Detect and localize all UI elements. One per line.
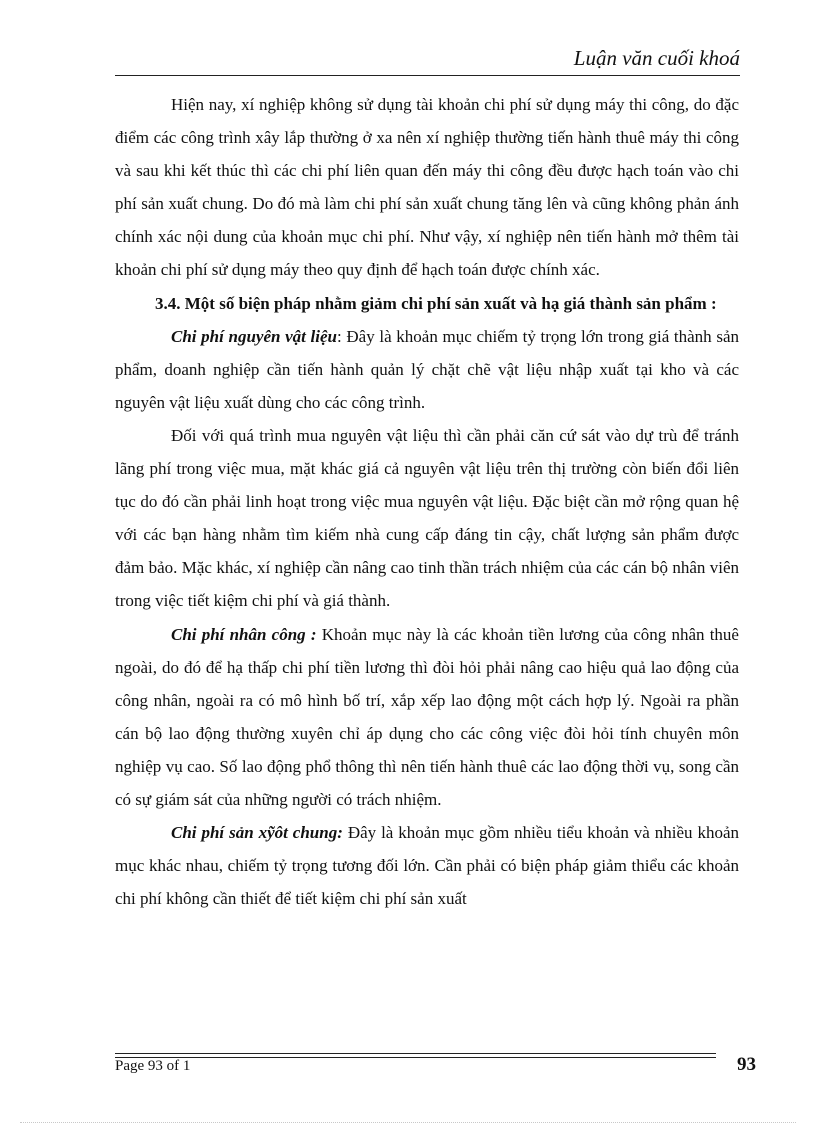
footer-page-number: 93 (737, 1054, 756, 1075)
paragraph-overhead-cost (115, 816, 739, 915)
header-divider (115, 75, 740, 76)
footer-divider (115, 1053, 716, 1058)
section-heading-text: 3.4. Một số biện pháp nhằm giảm chi phí sản xuất và hạ giá thành sản phẩm : (155, 293, 717, 313)
paragraph-text: Đây là khoản mục gồm nhiều tiểu khoản và nhiều khoản mục khác nhau, chiếm tỷ trọng tương đối lớn. Cần phải có biện pháp giảm thiểu các khoản chi phí không cần thiết để tiết kiệm chi phí sản xuất (115, 823, 740, 909)
paragraph-text: Đối với quá trình mua nguyên vật liệu thì cần phải căn cứ sát vào dự trù để tránh lãng phí trong việc mua, mặt khác giá cả nguyên vật liệu trên thị trường còn biến đổi liên tục do đó cần phải linh hoạt trong việc mua nguyên vật liệu. Đặc biệt cần mở rộng quan hệ với các bạn hàng nhằm tìm kiếm nhà cung cấp đáng tin cậy, chất lượng sản phẩm được đảm bảo. Mặc khác, xí nghiệp cần nâng cao tinh thần trách nhiệm của các cán bộ nhân viên trong việc tiết kiệm chi phí và giá thành. (115, 425, 739, 611)
paragraph-lead: Chi phí sản xỹôt chung: (171, 823, 343, 843)
paragraph-machine-cost (115, 88, 739, 287)
paragraph-text: Hiện nay, xí nghiệp không sử dụng tài khoản chi phí sử dụng máy thi công, do đặc điểm các công trình xây lắp thường ở xa nên xí nghiệp thường tiến hành thuê máy thi công và sau khi kết thúc thì các chi phí liên quan đến máy thi công đều được hạch toán vào chi phí sản xuất chung. Do đó mà làm chi phí sản xuất chung tăng lên và cũng không phản ánh chính xác nội dung của khoản mục chi phí. Như vậy, xí nghiệp nên tiến hành mở thêm tài khoản chi phí sử dụng máy theo quy định để hạch toán được chính xác. (115, 95, 739, 280)
paragraph-text: : Đây là khoản mục chiếm tỷ trọng lớn trong giá thành sản phẩm, doanh nghiệp cần tiến hành quản lý chặt chẽ vật liệu nhập xuất tại kho và các nguyên vật liệu xuất dùng cho các công trình. (115, 326, 739, 412)
paragraph-purchasing (115, 419, 739, 618)
paragraph-material-cost (115, 320, 739, 419)
body-text (115, 88, 739, 915)
footer-page-label: Page 93 of 1 (115, 1058, 191, 1074)
paragraph-lead: Chi phí nguyên vật liệu (171, 326, 338, 346)
paragraph-lead: Chi phí nhân công : (171, 624, 317, 644)
paragraph-text: Khoản mục này là các khoản tiền lương của công nhân thuê ngoài, do đó để hạ thấp chi phí tiền lương thì đòi hỏi phải nâng cao hiệu quả lao động của công nhân, ngoài ra có mô hình bố trí, xắp xếp lao động một cách hợp lý. Ngoài ra phần cán bộ lao động thường xuyên chỉ áp dụng cho các công việc đòi hỏi tính chuyên môn nghiệp vụ cao. Số lao động phổ thông thì nên tiến hành thuê các lao động thời vụ, song cần có sự giám sát của những người có trách nhiệm. (115, 624, 739, 809)
section-heading (115, 287, 739, 320)
paragraph-labor-cost (115, 618, 739, 817)
header-title: Luận văn cuối khoá (573, 46, 740, 70)
